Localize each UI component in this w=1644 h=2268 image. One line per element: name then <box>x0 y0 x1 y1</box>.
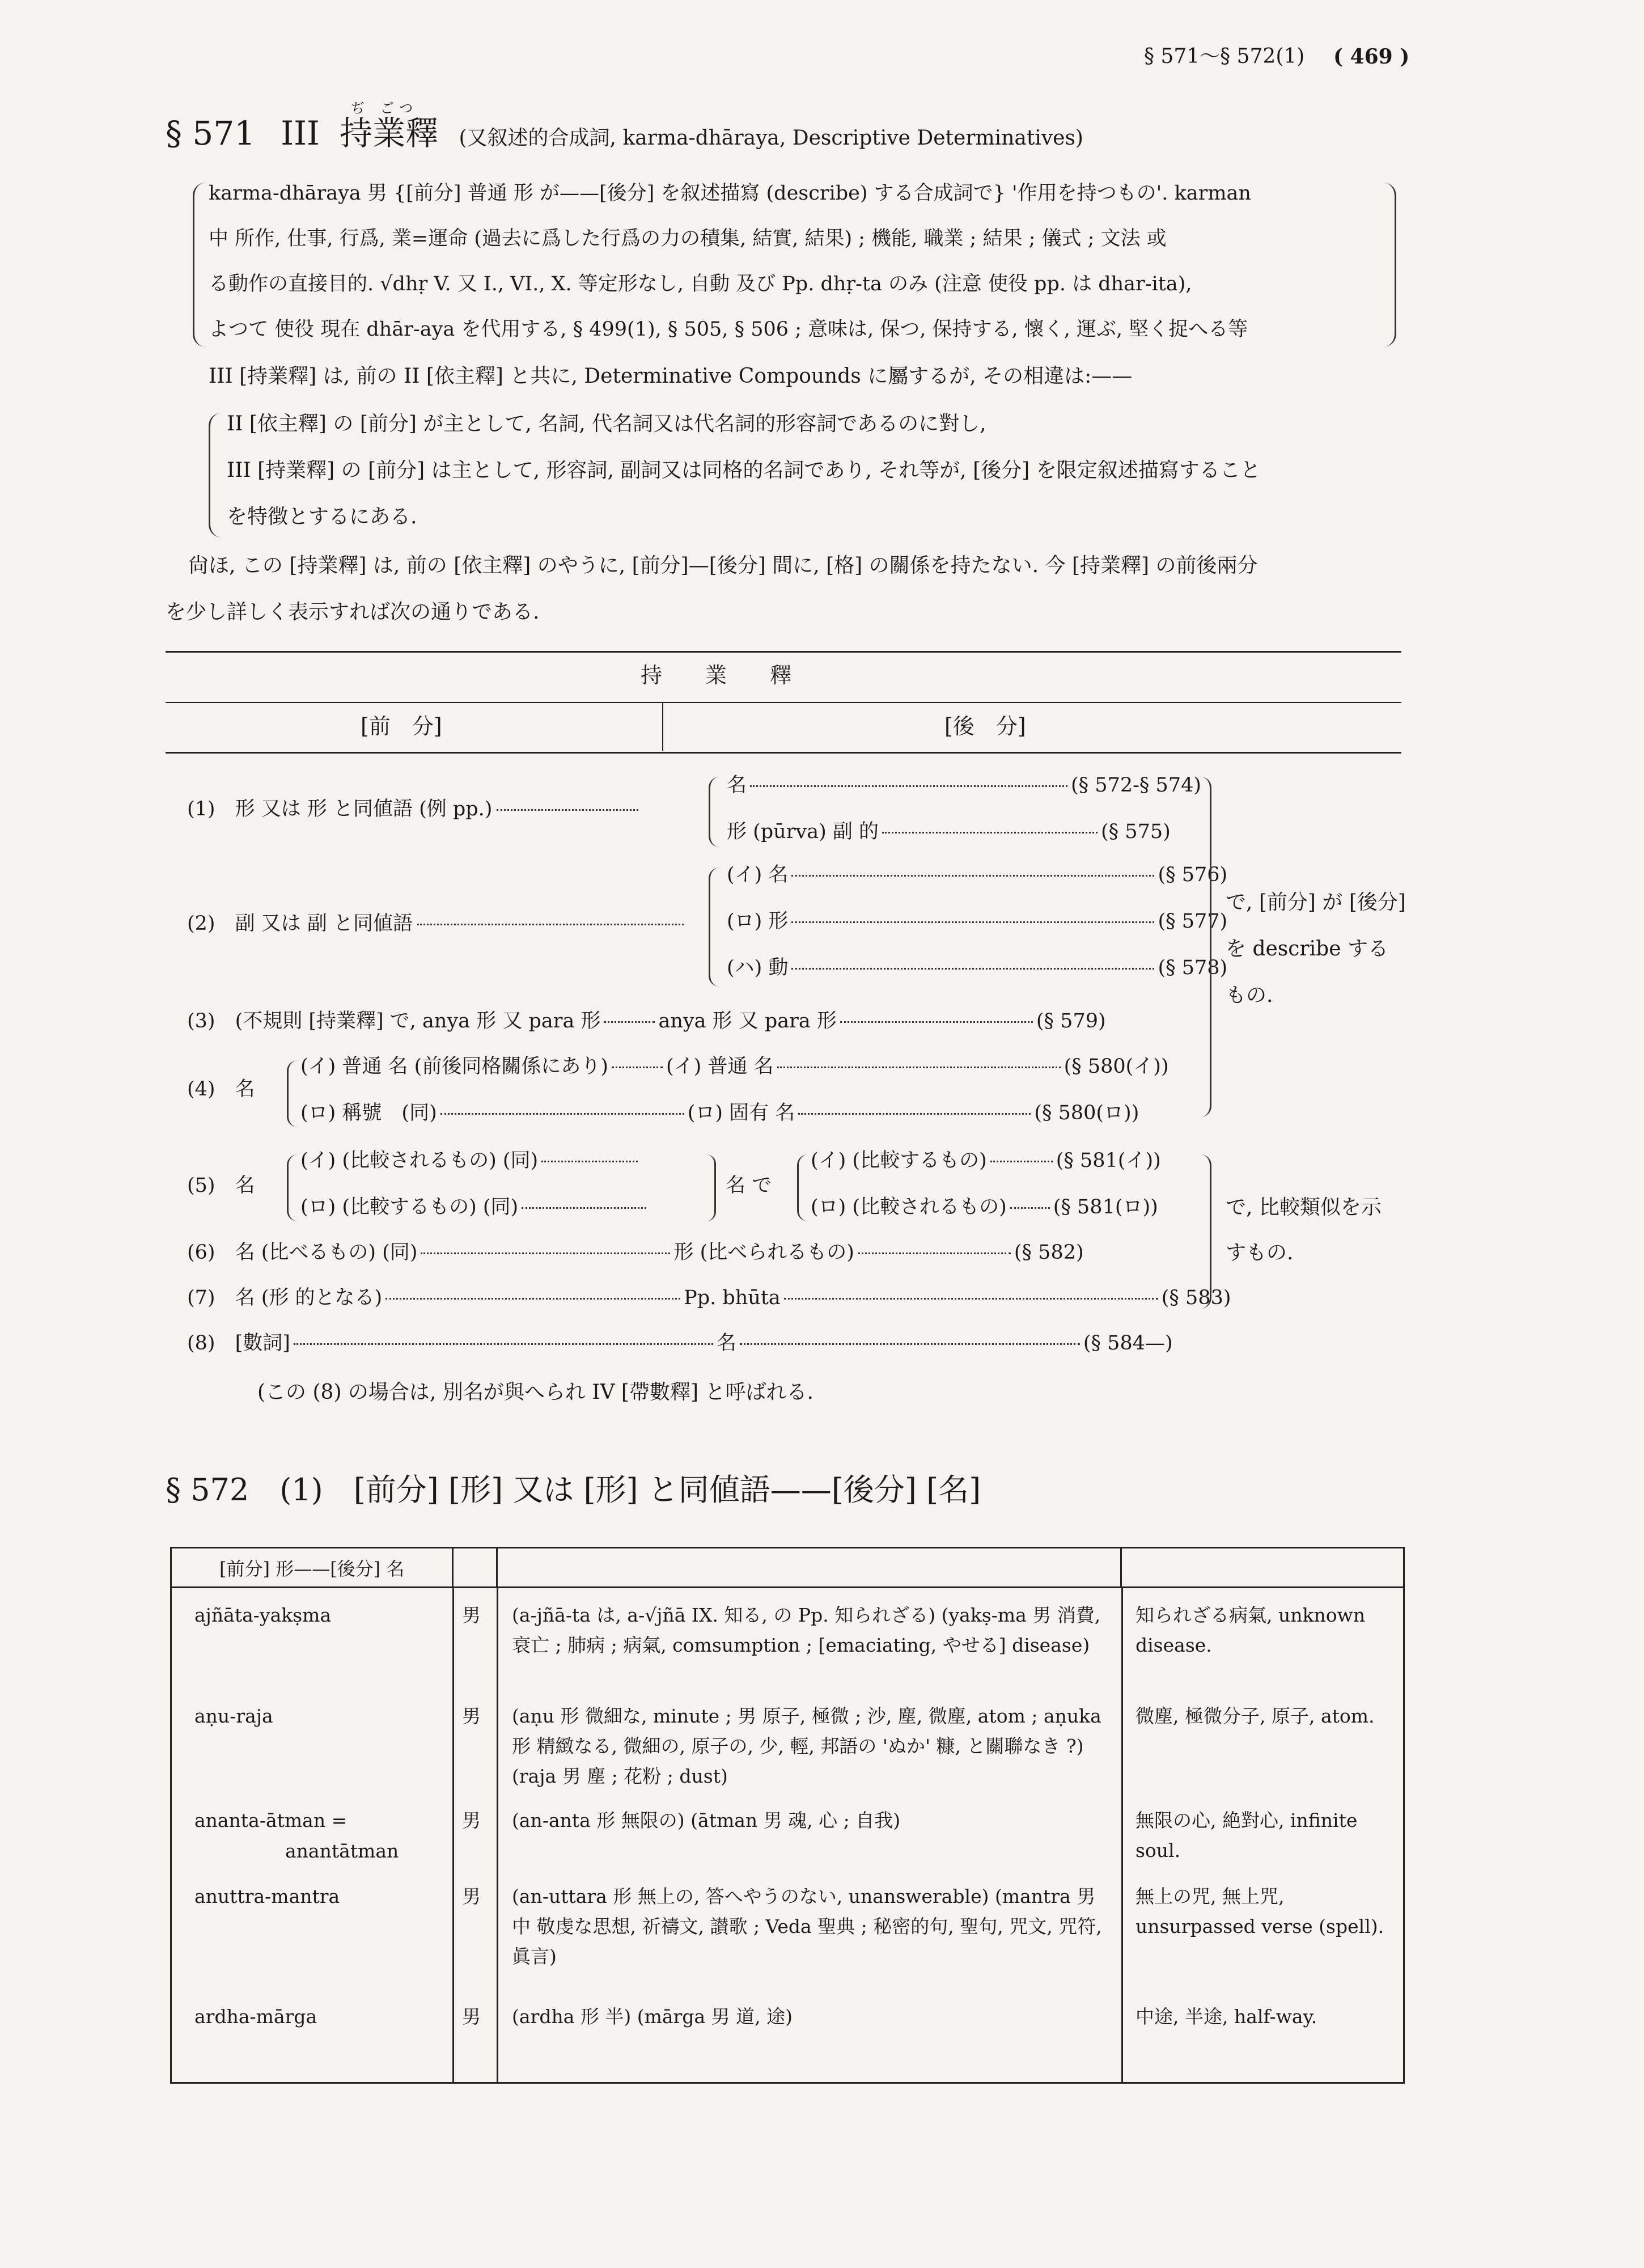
scheme-top-rule <box>166 651 1401 653</box>
entry-explanation: (aṇu 形 微細な, minute ; 男 原子, 極微 ; 沙, 塵, 微塵, atom ; aṇuka 形 精緻なる, 微細の, 原子の, 少, 輕, 邦語の 'ぬか' 糠, と關聯なき ?) (raja 男 塵 ; 花粉 ; dust) <box>512 1705 1101 1787</box>
entry-term: anuttra-mantra <box>194 1885 340 1907</box>
entries-col-rule-2 <box>497 1588 498 2082</box>
entry-term-alt: anantātman <box>285 1840 399 1862</box>
row5-mid-brace <box>706 1154 716 1221</box>
entry-gender: 男 <box>462 2005 481 2028</box>
compare-line-2: III [持業釋] の [前分] は主として, 形容詞, 副詞又は同格的名詞であり, それ等が, [後分] を限定叙述描寫すること <box>227 459 1261 482</box>
entry-explanation: (ardha 形 半) (mārga 男 道, 途) <box>512 2005 793 2028</box>
entries-body <box>170 1588 1405 2084</box>
row1-b: 形 (pūrva) 副 的 (§ 575) <box>727 820 1171 843</box>
compare-bracket <box>209 413 222 538</box>
row5-num: (5) 名 <box>187 1174 255 1197</box>
entries-header-gender <box>453 1548 497 1588</box>
note-5: すもの. <box>1226 1241 1294 1264</box>
section-roman: III <box>281 114 320 153</box>
definition-line-3: る動作の直接目的. √dhṛ V. 又 I., VI., X. 等定形なし, 自動 及び Pp. dhṛ-ta のみ (注意 使役 pp. は dhar-ita), <box>209 273 1192 295</box>
row1-label: (1) 形 又は 形 と同値語 (例 pp.) <box>187 796 638 823</box>
entry-translation: 知られざる病氣, unknown disease. <box>1135 1604 1366 1656</box>
scheme-title: 持 業 釋 <box>641 663 792 688</box>
entry-explanation: (an-uttara 形 無上の, 答へやうのない, unanswerable) (mantra 男 中 敬虔な思想, 祈禱文, 讃歌 ; Veda 聖典 ; 秘密的句, 聖句, 咒文, 咒符, 眞言) <box>512 1885 1102 1967</box>
bracket-close <box>1383 183 1396 347</box>
entry-term: ananta-ātman = <box>194 1809 348 1831</box>
row5-a: (イ) (比較されるもの) (同) <box>300 1148 638 1174</box>
entries-header-term: [前分] 形——[後分] 名 <box>171 1548 453 1588</box>
entry-term: ardha-mārga <box>194 2005 317 2028</box>
section-571-heading <box>166 100 1083 154</box>
scheme-mid-rule <box>166 702 1401 703</box>
entry-explanation: (a-jñā-ta は, a-√jñā IX. 知る, の Pp. 知られざる) (yakṣ-ma 男 消費, 衰亡 ; 肺病 ; 病氣, comsumption ; [emaciating, やせる] disease) <box>512 1604 1101 1656</box>
row4-brace <box>287 1060 298 1127</box>
section-572-heading: § 572 (1) [前分] [形] 又は [形] と同値語——[後分] [名] <box>166 1472 981 1508</box>
title-ruby: ぢ ごつ <box>351 100 419 116</box>
rows1-4-brace <box>1201 777 1211 1117</box>
row4-b: (ロ) 稱號 (同) (ロ) 固有 名 (§ 580(ロ)) <box>300 1102 1139 1124</box>
row1-brace <box>709 777 719 847</box>
row3: (3) (不規則 [持業釋] で, anya 形 又 para 形 anya 形 又 para 形 (§ 579) <box>187 1010 1106 1033</box>
definition-line-4: よつて 使役 現在 dhār-aya を代用する, § 499(1), § 505, § 506 ; 意味は, 保つ, 保持する, 懷く, 運ぶ, 堅く捉へる等 <box>209 318 1248 341</box>
row2-b: (ロ) 形 (§ 577) <box>727 910 1228 933</box>
intro-line: III [持業釋] は, 前の II [依主釋] と共に, Determinative Compounds に屬するが, その相違は:—— <box>209 365 1133 388</box>
row1-a: 名 (§ 572-§ 574) <box>727 774 1202 797</box>
entries-col-rule-3 <box>1121 1588 1123 2082</box>
row2-a: (イ) 名 (§ 576) <box>727 864 1228 886</box>
row5-left-brace <box>287 1154 298 1221</box>
section-subtitle: (又叙述的合成詞, karma-dhāraya, Descriptive Determinatives) <box>459 126 1083 150</box>
entries-header-row <box>171 1548 1404 1588</box>
entry-gender: 男 <box>462 1604 481 1626</box>
entry-explanation: (an-anta 形 無限の) (ātman 男 魂, 心 ; 自我) <box>512 1809 901 1831</box>
scheme-footnote: (この (8) の場合は, 別名が與へられ IV [帶數釋] と呼ばれる. <box>257 1381 813 1404</box>
row4-num: (4) 名 <box>187 1078 255 1101</box>
entry-gender: 男 <box>462 1809 481 1831</box>
note-3: もの. <box>1226 984 1273 1007</box>
entries-col-rule-1 <box>452 1588 454 2082</box>
entry-translation: 微塵, 極微分子, 原子, atom. <box>1135 1705 1375 1727</box>
entries-header-translation <box>1121 1548 1404 1588</box>
entry-term: ajñāta-yakṣma <box>194 1604 332 1626</box>
intro-paragraph-1: 尙ほ, この [持業釋] は, 前の [依主釋] のやうに, [前分]—[後分] 間に, [格] の關係を持たない. 今 [持業釋] の前後兩分 <box>188 554 1258 577</box>
bracket-open <box>193 183 206 347</box>
row5-mid: 名 で <box>726 1174 772 1197</box>
intro-paragraph-2: を少し詳しく表示すれば次の通りである. <box>166 600 540 624</box>
definition-line-1: karma-dhāraya 男 {[前分] 普通 形 が——[後分] を叙述描寫 (describe) する合成詞で} '作用を持つもの'. karman <box>209 182 1251 205</box>
note-1: で, [前分] が [後分] <box>1226 891 1406 914</box>
row5-right-brace <box>797 1154 808 1221</box>
section-number: § 571 <box>166 114 256 153</box>
entries-header-explanation <box>497 1548 1121 1588</box>
row4-a: (イ) 普通 名 (前後同格關係にあり) (イ) 普通 名 (§ 580(イ)) <box>300 1055 1169 1078</box>
entries-table <box>170 1547 1405 2028</box>
scheme-col-left: [前 分] <box>361 714 442 739</box>
row6: (6) 名 (比べるもの) (同) 形 (比べられるもの) (§ 582) <box>187 1241 1084 1264</box>
entry-translation: 無上の咒, 無上咒, unsurpassed verse (spell). <box>1135 1885 1384 1937</box>
entry-translation: 無限の心, 絶對心, infinite soul. <box>1135 1809 1358 1861</box>
compare-line-3: を特徴とするにある. <box>227 505 417 528</box>
row5-ra: (イ) (比較するもの) (§ 581(イ)) <box>811 1149 1161 1172</box>
entry-gender: 男 <box>462 1705 481 1727</box>
page-number: ( 469 ) <box>1333 45 1410 69</box>
entries-grid <box>170 1547 1405 1588</box>
scheme-header-rule <box>166 752 1401 754</box>
row2-label: (2) 副 又は 副 と同値語 <box>187 911 684 937</box>
entry-gender: 男 <box>462 1885 481 1907</box>
row2-brace <box>709 868 719 987</box>
scheme-col-right: [後 分] <box>944 714 1026 739</box>
note-4: で, 比較類似を示 <box>1226 1196 1382 1219</box>
definition-line-2: 中 所作, 仕事, 行爲, 業=運命 (過去に爲した行爲の力の積集, 結實, 結果) ; 機能, 職業 ; 結果 ; 儀式 ; 文法 或 <box>209 227 1167 250</box>
row5-b: (ロ) (比較するもの) (同) <box>300 1194 646 1221</box>
note-2: を describe する <box>1226 937 1388 960</box>
section-range: § 571〜§ 572(1) <box>1144 45 1305 68</box>
section-title-kanji: 持業釋 ぢ ごつ <box>340 114 448 153</box>
entry-translation: 中途, 半途, half-way. <box>1135 2005 1317 2028</box>
scheme-col-divider <box>662 703 663 751</box>
row5-rb: (ロ) (比較されるもの) (§ 581(ロ)) <box>811 1196 1158 1218</box>
row7: (7) 名 (形 的となる) Pp. bhūta (§ 583) <box>187 1287 1231 1309</box>
row8: (8) [數詞] 名 (§ 584—) <box>187 1332 1173 1355</box>
compare-line-1: II [依主釋] の [前分] が主として, 名詞, 代名詞又は代名詞的形容詞であるのに對し, <box>227 412 986 435</box>
entry-term: aṇu-raja <box>194 1705 273 1727</box>
row2-c: (ハ) 動 (§ 578) <box>727 957 1228 979</box>
